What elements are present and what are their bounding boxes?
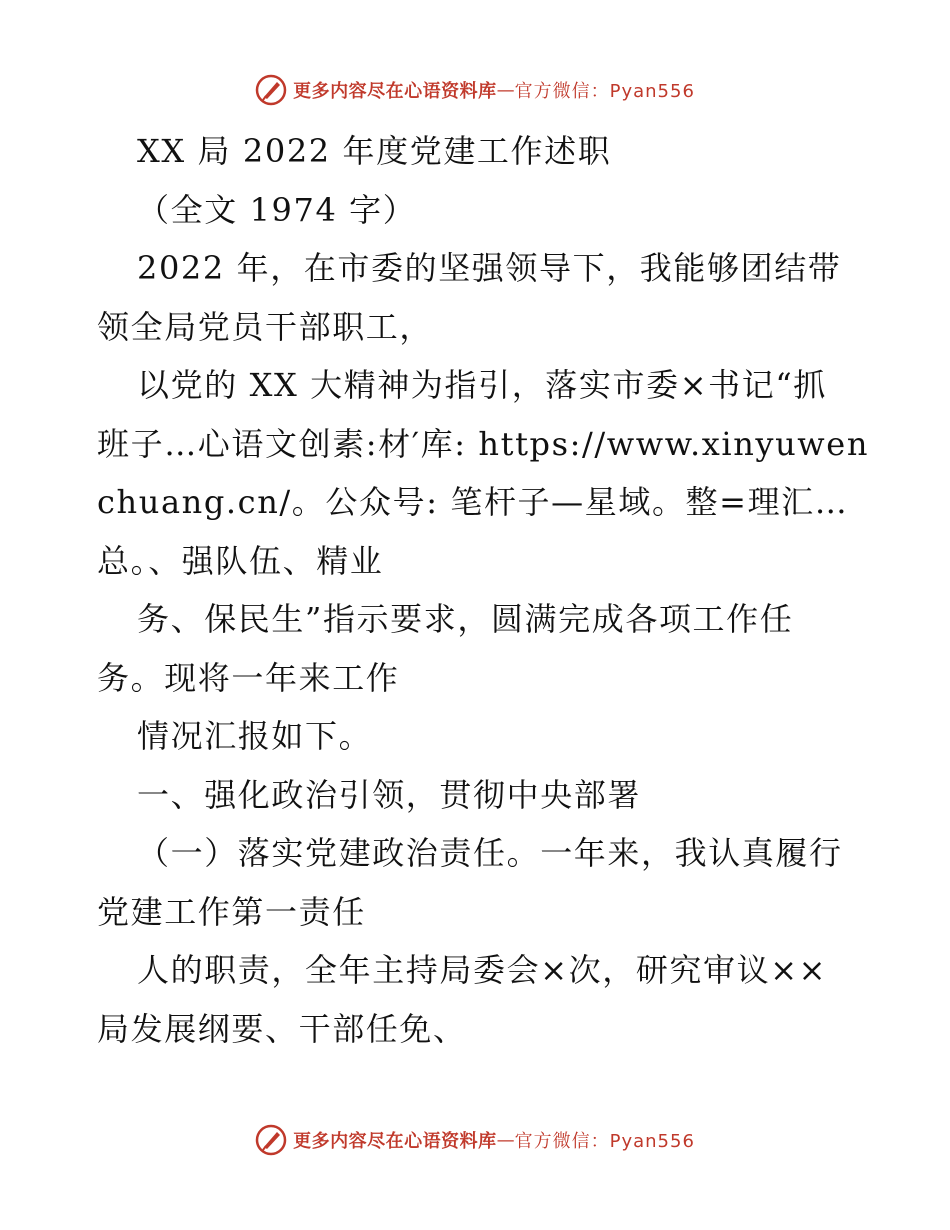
paragraph-line: 2022 年，在市委的坚强领导下，我能够团结带 — [137, 249, 842, 287]
quill-pen-logo-icon — [255, 1124, 287, 1156]
paragraph-line: 人的职责，全年主持局委会×次，研究审议×× — [137, 951, 828, 989]
watermark-wechat-text: 官方微信：Pyan556 — [514, 81, 695, 102]
paragraph-line: 党建工作第一责任 — [97, 892, 366, 931]
footer-watermark — [0, 1120, 950, 1160]
document-body — [97, 122, 870, 1058]
paragraph-line: chuang.cn/。公众号: 笔杆子—星域。整=理汇… — [97, 483, 849, 521]
watermark-main-text: 更多内容尽在心语资料库 — [293, 81, 497, 102]
paragraph-line: 总。、强队伍、精业 — [97, 541, 384, 580]
watermark-separator: — — [496, 1129, 515, 1151]
header-watermark — [0, 70, 950, 110]
document-title: XX 局 2022 年度党建工作述职 — [137, 132, 612, 170]
paragraph-line: 务。现将一年来工作 — [97, 658, 400, 697]
paragraph-line: 局发展纲要、干部任免、 — [97, 1009, 467, 1048]
section-heading: 一、强化政治引领，贯彻中央部署 — [137, 775, 642, 814]
quill-pen-logo-icon — [255, 74, 287, 106]
watermark-separator: — — [496, 79, 515, 101]
paragraph-line: 领全局党员干部职工， — [97, 307, 434, 346]
paragraph-line: 务、保民生”指示要求，圆满完成各项工作任 — [137, 600, 794, 638]
paragraph-line: 班子…心语文创素:材′库: https://www.xinyuwen — [97, 424, 870, 463]
paragraph-line: 情况汇报如下。 — [137, 717, 373, 755]
watermark-wechat-text: 官方微信：Pyan556 — [514, 1131, 695, 1152]
word-count-note: （全文 1974 字） — [137, 190, 417, 229]
watermark-main-text: 更多内容尽在心语资料库 — [293, 1131, 497, 1152]
paragraph-line: 以党的 XX 大精神为指引，落实市委×书记“抓 — [137, 366, 827, 404]
subsection-heading: （一）落实党建政治责任。一年来，我认真履行 — [137, 834, 843, 872]
